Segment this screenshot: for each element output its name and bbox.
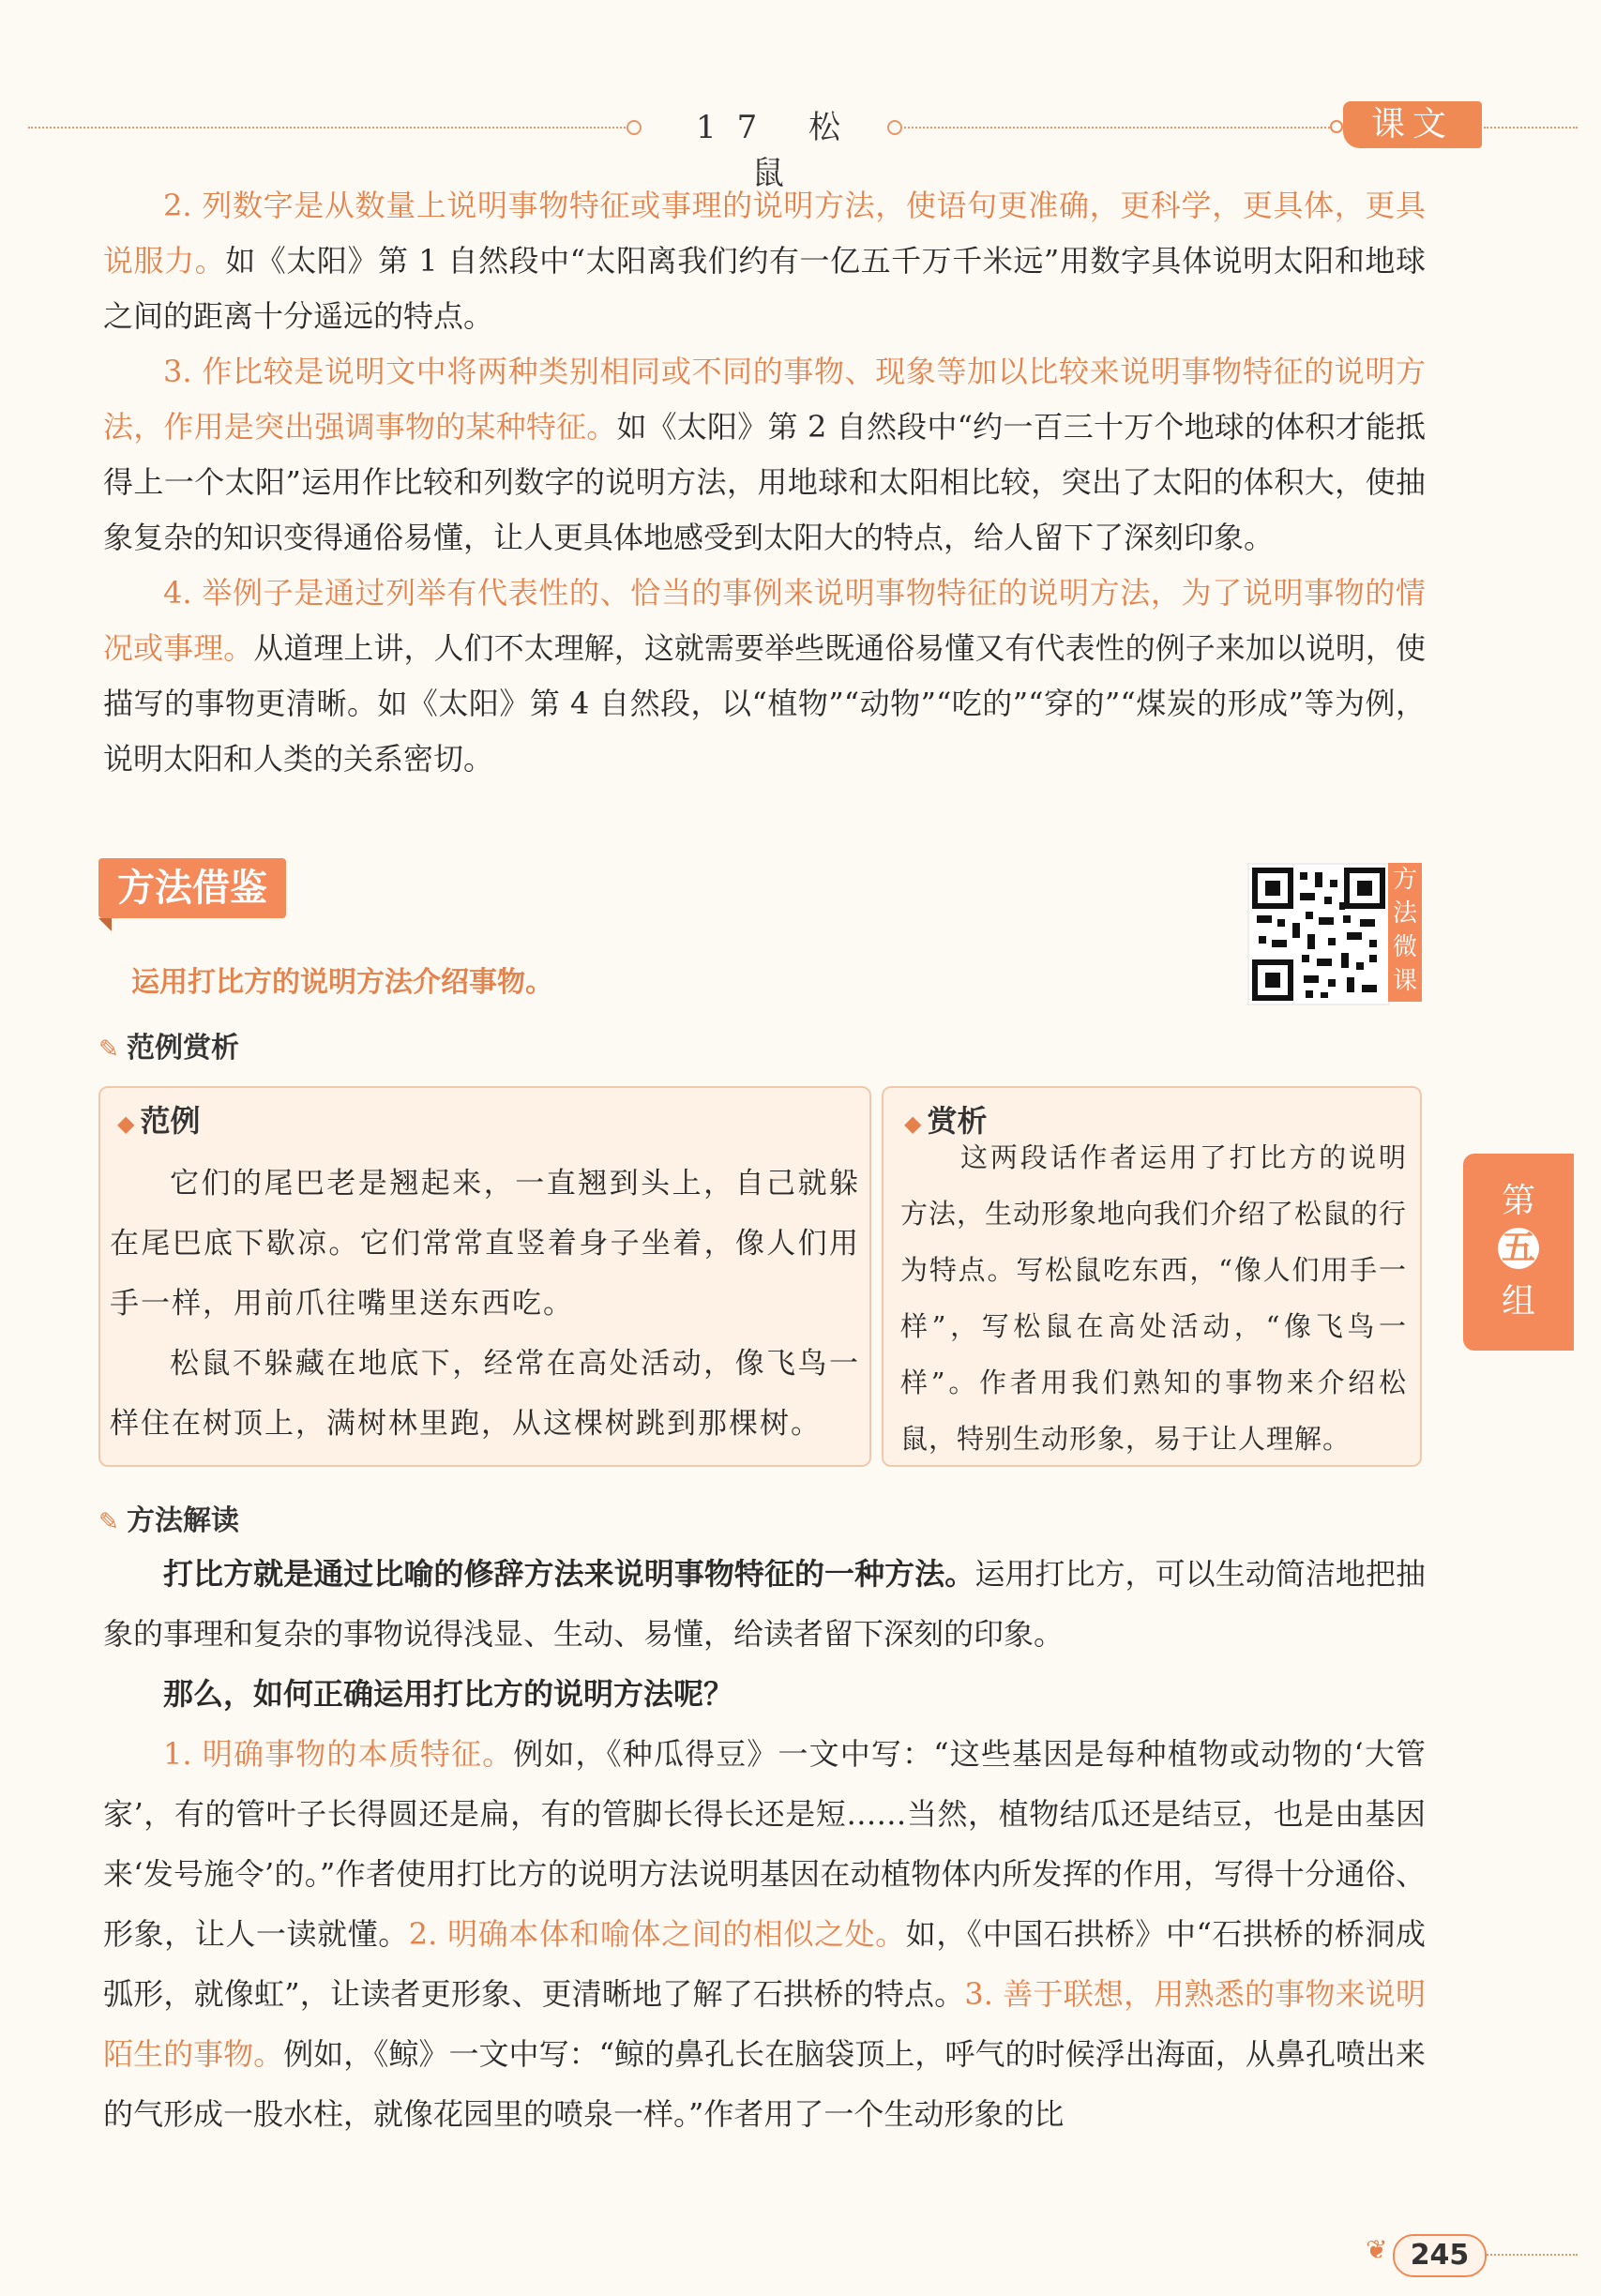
paragraph-comparison: 3. 作比较是说明文中将两种类别相同或不同的事物、现象等加以比较来说明事物特征的说明方法，作用是突出强调事物的某种特征。如《太阳》第 2 自然段中“约一百三十万个地球的体积才能抵得上一个太阳”运用作比较和列数字的说明方法，用地球和太阳相比较，突出了太阳的体积大，使抽象复杂的知识变得通俗易懂，让人更具体地感受到太阳大的特点，给人留下了深刻印象。 bbox=[103, 354, 1426, 555]
qr-label: 方法微课 bbox=[1388, 863, 1422, 1002]
method-intro: 运用打比方的说明方法介绍事物。 bbox=[131, 966, 553, 999]
reading-question: 那么，如何正确运用打比方的说明方法呢？ bbox=[163, 1676, 734, 1712]
unit-tab-top: 第 bbox=[1501, 1182, 1535, 1220]
footer-rule bbox=[1484, 2254, 1578, 2256]
pencil-icon: ✎ bbox=[98, 1035, 119, 1064]
example-box-body bbox=[110, 1154, 860, 1454]
header-rule-left bbox=[28, 127, 628, 128]
section-heading: 方法借鉴 bbox=[98, 858, 286, 918]
example-paragraph: 它们的尾巴老是翘起来，一直翘到头上，自己就躲在尾巴底下歇凉。它们常常直竖着身子坐着，像人们用手一样，用前爪往嘴里送东西吃。 bbox=[110, 1167, 860, 1321]
analysis-box bbox=[882, 1086, 1422, 1467]
paragraph-list-numbers: 2. 列数字是从数量上说明事物特征或事理的说明方法，使语句更准确，更科学，更具体，更具说服力。如《太阳》第 1 自然段中“太阳离我们约有一亿五千万千米远”用数字具体说明太阳和地球之间的距离十分遥远的特点。 bbox=[103, 188, 1426, 334]
reading-paragraph-2: 1. 明确事物的本质特征。例如，《种瓜得豆》一文中写：“这些基因是每种植物或动物的‘大管家’，有的管叶子长得圆还是扁，有的管脚长得长还是短……当然，植物结瓜还是结豆，也是由基因来‘发号施令’的。”作者使用打比方的说明方法说明基因在动植物体内所发挥的作用，写得十分通俗、形象，让人一读就懂。2. 明确本体和喻体之间的相似之处。如，《中国石拱桥》中“石拱桥的桥洞成弧形，就像虹”，让读者更形象、更清晰地了解了石拱桥的特点。3. 善于联想，用熟悉的事物来说明陌生的事物。例如，《鲸》一文中写：“鲸的鼻孔长在脑袋顶上，呼气的时候浮出海面，从鼻孔喷出来的气形成一股水柱，就像花园里的喷泉一样。”作者用了一个生动形象的比 bbox=[103, 1736, 1426, 2132]
leaf-icon: ❦ bbox=[1366, 2234, 1388, 2265]
page-title: 17 松 鼠 bbox=[695, 109, 862, 192]
qr-code-icon bbox=[1249, 865, 1388, 1004]
qr-code[interactable] bbox=[1247, 863, 1390, 1005]
header-rule-right bbox=[900, 127, 1341, 128]
analysis-box-title: ◆ 赏析 bbox=[904, 1103, 988, 1139]
page-number: 245 bbox=[1393, 2234, 1487, 2277]
analysis-box-body: 这两段话作者运用了打比方的说明方法，生动形象地向我们介绍了松鼠的行为特点。写松鼠吃东西，“像人们用手一样”，写松鼠在高处活动，“像飞鸟一样”。作者用我们熟知的事物来介绍松鼠，特别生动形象，易于让人理解。 bbox=[900, 1141, 1408, 1455]
example-box-title: ◆ 范例 bbox=[117, 1103, 201, 1139]
section-tag: 课文 bbox=[1343, 101, 1482, 148]
paragraph-examples: 4. 举例子是通过列举有代表性的、恰当的事例来说明事物特征的说明方法，为了说明事物的情况或事理。从道理上讲，人们不太理解，这就需要举些既通俗易懂又有代表性的例子来加以说明，使描写的事物更清晰。如《太阳》第 4 自然段，以“植物”“动物”“吃的”“穿的”“煤炭的形成”等为例，说明太阳和人类的关系密切。 bbox=[103, 575, 1426, 777]
top-paragraphs bbox=[103, 178, 1426, 787]
subhead-example-analysis: ✎ 范例赏析 bbox=[98, 1032, 239, 1065]
example-box bbox=[98, 1086, 871, 1467]
subhead-method-reading: ✎ 方法解读 bbox=[98, 1504, 239, 1537]
reading-paragraph-1: 打比方就是通过比喻的修辞方法来说明事物特征的一种方法。运用打比方，可以生动简洁地把抽象的事理和复杂的事物说得浅显、生动、易懂，给读者留下深刻的印象。 bbox=[103, 1556, 1426, 1652]
header-rule-end bbox=[1484, 127, 1578, 128]
diamond-icon: ◆ bbox=[117, 1110, 135, 1137]
example-paragraph: 松鼠不躲藏在地底下，经常在高处活动，像飞鸟一样住在树顶上，满树林里跑，从这棵树跳到那棵树。 bbox=[110, 1347, 860, 1441]
unit-tab-bottom: 组 bbox=[1501, 1282, 1535, 1321]
unit-side-tab[interactable] bbox=[1463, 1154, 1574, 1351]
method-reading bbox=[103, 1544, 1426, 2144]
pencil-icon: ✎ bbox=[98, 1508, 119, 1536]
diamond-icon: ◆ bbox=[904, 1110, 922, 1137]
unit-tab-number: 五 bbox=[1498, 1228, 1539, 1269]
header-dot-left bbox=[627, 120, 642, 135]
